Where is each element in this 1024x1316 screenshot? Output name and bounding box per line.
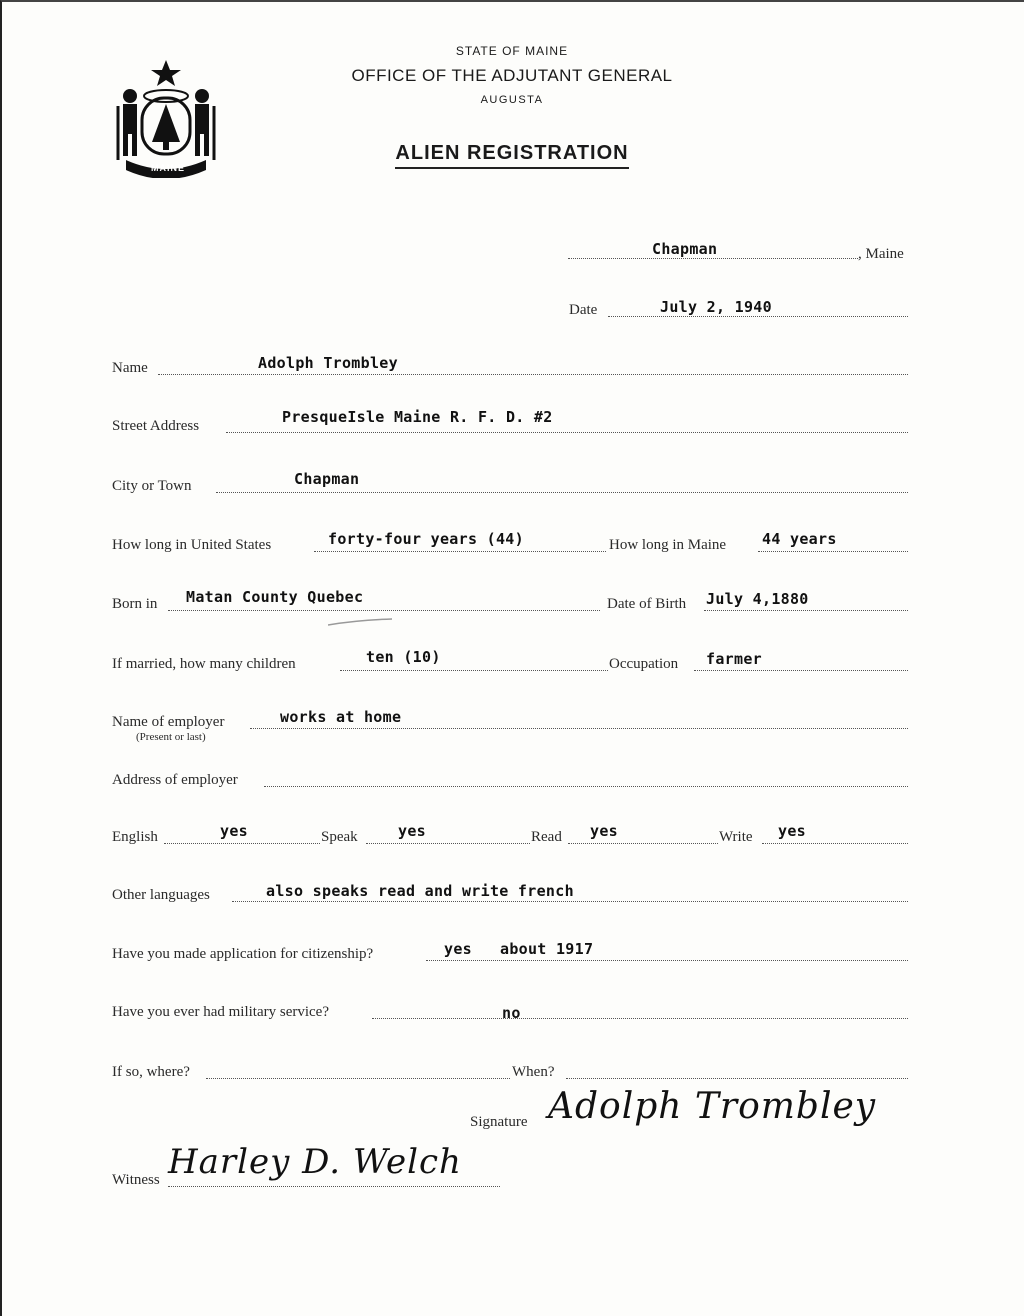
military-line <box>372 1018 908 1019</box>
military-label: Have you ever had military service? <box>112 1004 329 1020</box>
us-duration-line <box>314 551 606 552</box>
read-value: yes <box>590 822 618 840</box>
name-value: Adolph Trombley <box>258 354 398 372</box>
maine-duration-value: 44 years <box>762 530 837 548</box>
form-title-text: ALIEN REGISTRATION <box>395 142 628 169</box>
witness-line <box>168 1186 500 1187</box>
date-line <box>608 316 908 317</box>
employer-sublabel: (Present or last) <box>136 731 206 743</box>
citizenship-line <box>426 960 908 961</box>
us-duration-value: forty-four years (44) <box>328 530 524 548</box>
speak-value: yes <box>398 822 426 840</box>
name-line <box>158 374 908 375</box>
english-label: English <box>112 829 158 845</box>
birth-date-value: July 4,1880 <box>706 590 809 608</box>
street-value: PresqueIsle Maine R. F. D. #2 <box>282 408 553 426</box>
speak-line <box>366 843 530 844</box>
children-label: If married, how many children <box>112 656 296 672</box>
street-line <box>226 432 908 433</box>
read-label: Read <box>531 829 562 845</box>
city-value: Chapman <box>294 470 360 488</box>
date-value: July 2, 1940 <box>660 298 772 316</box>
write-line <box>762 843 908 844</box>
maine-duration-label: How long in Maine <box>609 537 727 553</box>
witness-label: Witness <box>112 1172 160 1188</box>
city-line <box>216 492 908 493</box>
header-state: STATE OF MAINE <box>455 44 569 58</box>
other-languages-line <box>232 901 908 902</box>
us-duration-label: How long in United States <box>112 537 272 553</box>
witness-value: Harley D. Welch <box>168 1142 462 1182</box>
where-line <box>206 1078 510 1079</box>
maine-duration-line <box>758 551 908 552</box>
children-line <box>340 670 608 671</box>
english-line <box>164 843 320 844</box>
place-value: Chapman <box>652 240 718 258</box>
children-value: ten (10) <box>366 648 441 666</box>
other-languages-label: Other languages <box>112 887 210 903</box>
write-value: yes <box>778 822 806 840</box>
place-line <box>568 258 858 259</box>
occupation-line <box>694 670 908 671</box>
born-label: Born in <box>112 596 158 612</box>
birth-date-label: Date of Birth <box>607 596 687 612</box>
read-line <box>568 843 718 844</box>
other-languages-value: also speaks read and write french <box>266 882 574 900</box>
signature-label: Signature <box>470 1114 528 1130</box>
pencil-mark <box>328 618 392 626</box>
military-value: no <box>502 1004 521 1022</box>
employer-line <box>250 728 908 729</box>
when-label: When? <box>512 1064 555 1080</box>
header-office: OFFICE OF THE ADJUTANT GENERAL <box>351 66 673 85</box>
birth-date-line <box>704 610 908 611</box>
born-value: Matan County Quebec <box>186 588 364 606</box>
citizenship-label: Have you made application for citizenship? <box>112 946 374 962</box>
city-label: City or Town <box>112 478 192 494</box>
employer-address-label: Address of employer <box>112 772 238 788</box>
form-title <box>0 142 1024 165</box>
citizenship-value: yes about 1917 <box>444 940 594 958</box>
street-label: Street Address <box>112 418 200 434</box>
place-suffix: , Maine <box>858 246 904 262</box>
employer-value: works at home <box>280 708 402 726</box>
when-line <box>566 1078 908 1079</box>
speak-label: Speak <box>321 829 358 845</box>
seal-motto: MAINE <box>151 163 185 173</box>
occupation-value: farmer <box>706 650 762 668</box>
born-line <box>168 610 600 611</box>
english-value: yes <box>220 822 248 840</box>
employer-address-line <box>264 786 908 787</box>
signature-value: Adolph Trombley <box>548 1086 877 1127</box>
employer-label: Name of employer <box>112 714 225 730</box>
header-city: AUGUSTA <box>480 94 544 106</box>
where-label: If so, where? <box>112 1064 190 1080</box>
date-label: Date <box>569 302 598 318</box>
occupation-label: Occupation <box>609 656 679 672</box>
write-label: Write <box>719 829 753 845</box>
name-label: Name <box>112 360 148 376</box>
